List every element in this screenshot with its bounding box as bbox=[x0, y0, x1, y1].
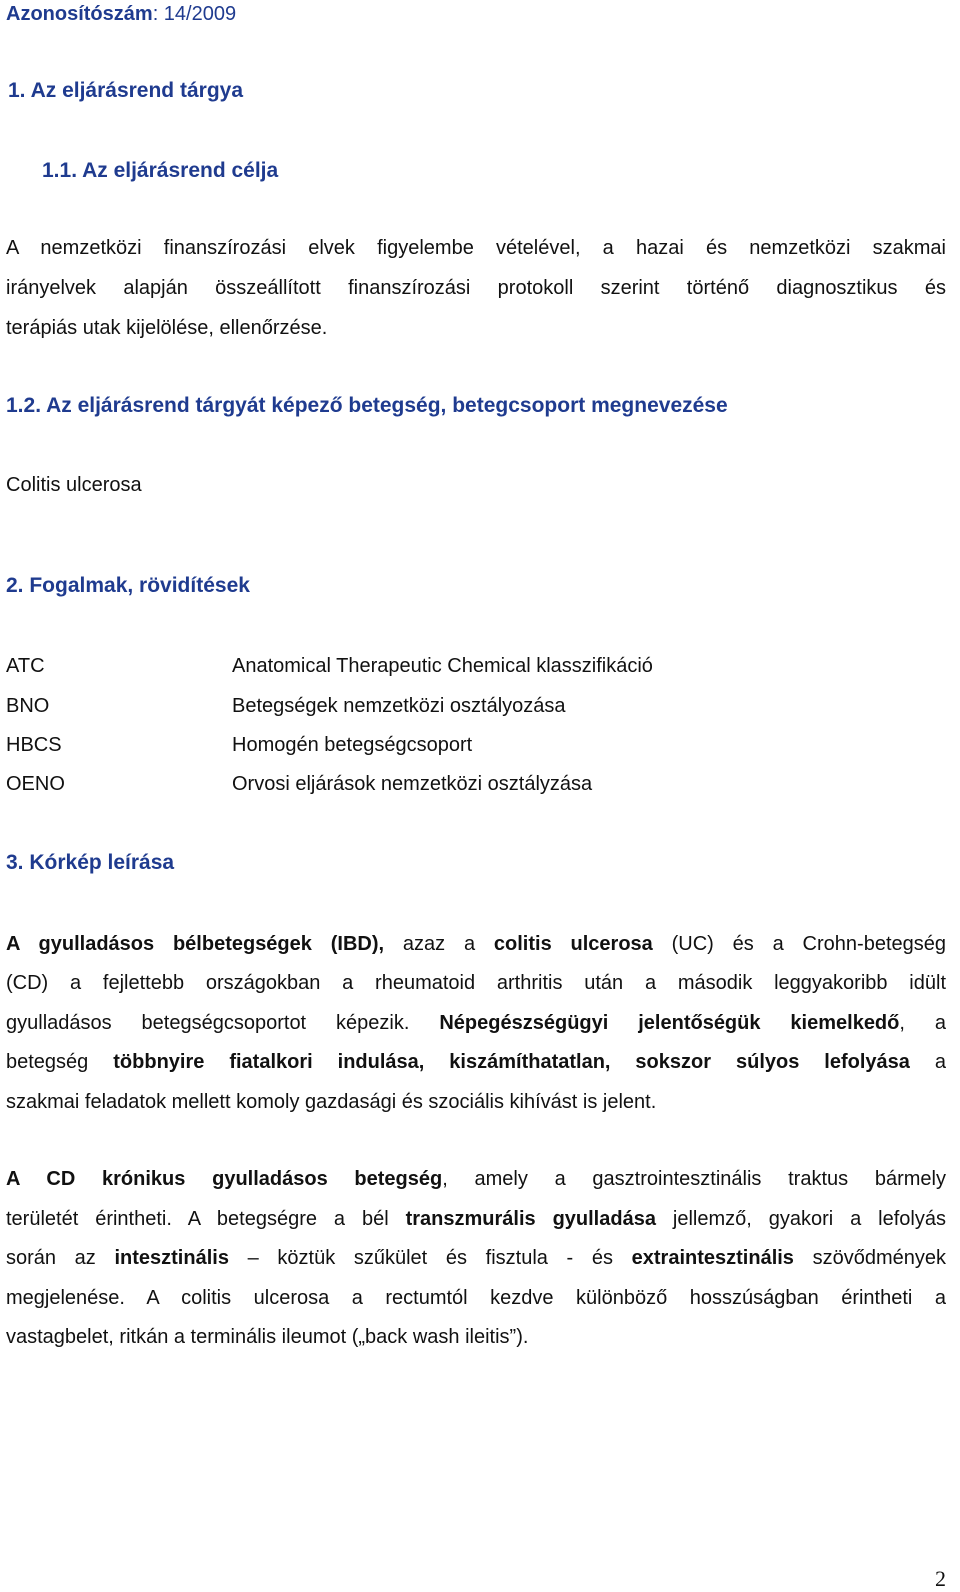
section-3-p2-line-3: során az intesztinális – köztük szűkület és fisztula - és extraintesztinális szövődmények bbox=[6, 1247, 946, 1269]
section-3-p2-line-2: területét érintheti. A betegségre a bél transzmurális gyulladása jellemző, gyakori a lefolyás bbox=[6, 1208, 946, 1230]
abbreviation-definition: Anatomical Therapeutic Chemical klasszifikáció bbox=[232, 655, 653, 677]
section-1-1-heading: 1.1. Az eljárásrend célja bbox=[42, 159, 279, 182]
section-1-1-line-3: terápiás utak kijelölése, ellenőrzése. bbox=[6, 317, 328, 339]
section-1-heading: 1. Az eljárásrend tárgya bbox=[8, 79, 243, 102]
abbreviation-term: BNO bbox=[6, 695, 50, 717]
section-1-1-line-1: A nemzetközi finanszírozási elvek figyelembe vételével, a hazai és nemzetközi szakmai bbox=[6, 237, 946, 259]
section-3-p1-line-2: (CD) a fejlettebb országokban a rheumatoid arthritis után a második leggyakoribb idült bbox=[6, 972, 946, 994]
section-2-heading: 2. Fogalmak, rövidítések bbox=[6, 574, 250, 597]
section-3-p2-line-5: vastagbelet, ritkán a terminális ileumot („back wash ileitis”). bbox=[6, 1326, 529, 1348]
abbreviation-definition: Orvosi eljárások nemzetközi osztályzása bbox=[232, 773, 593, 795]
section-1-2-heading: 1.2. Az eljárásrend tárgyát képező betegség, betegcsoport megnevezése bbox=[6, 394, 728, 417]
section-3-p2-line-1: A CD krónikus gyulladásos betegség, amely a gasztrointesztinális traktus bármely bbox=[6, 1168, 946, 1190]
document-id-value: : 14/2009 bbox=[152, 3, 237, 25]
document-id bbox=[6, 2, 236, 26]
section-3-p1-line-5: szakmai feladatok mellett komoly gazdasági és szociális kihívást is jelent. bbox=[6, 1091, 657, 1113]
abbreviation-term: HBCS bbox=[6, 734, 62, 756]
section-3-p1-line-1: A gyulladásos bélbetegségek (IBD), azaz a colitis ulcerosa (UC) és a Crohn-betegség bbox=[6, 933, 946, 955]
disease-name: Colitis ulcerosa bbox=[6, 474, 142, 496]
abbreviation-term: OENO bbox=[6, 773, 65, 795]
page-number: 2 bbox=[935, 1566, 946, 1591]
section-3-p1-line-3: gyulladásos betegségcsoportot képezik. Népegészségügyi jelentőségük kiemelkedő, a bbox=[6, 1012, 946, 1034]
section-1-1-line-2: irányelvek alapján összeállított finanszírozási protokoll szerint történő diagnosztikus és bbox=[6, 277, 946, 299]
abbreviation-definition: Betegségek nemzetközi osztályozása bbox=[232, 695, 566, 717]
abbreviation-term: ATC bbox=[6, 655, 45, 677]
section-3-p2-line-4: megjelenése. A colitis ulcerosa a rectumtól kezdve különböző hosszúságban érintheti a bbox=[6, 1287, 946, 1309]
section-3-heading: 3. Kórkép leírása bbox=[6, 851, 175, 874]
abbreviation-definition: Homogén betegségcsoport bbox=[232, 734, 473, 756]
document-id-label: Azonosítószám bbox=[6, 3, 153, 25]
section-3-p1-line-4: betegség többnyire fiatalkori indulása, kiszámíthatatlan, sokszor súlyos lefolyása a bbox=[6, 1051, 946, 1073]
